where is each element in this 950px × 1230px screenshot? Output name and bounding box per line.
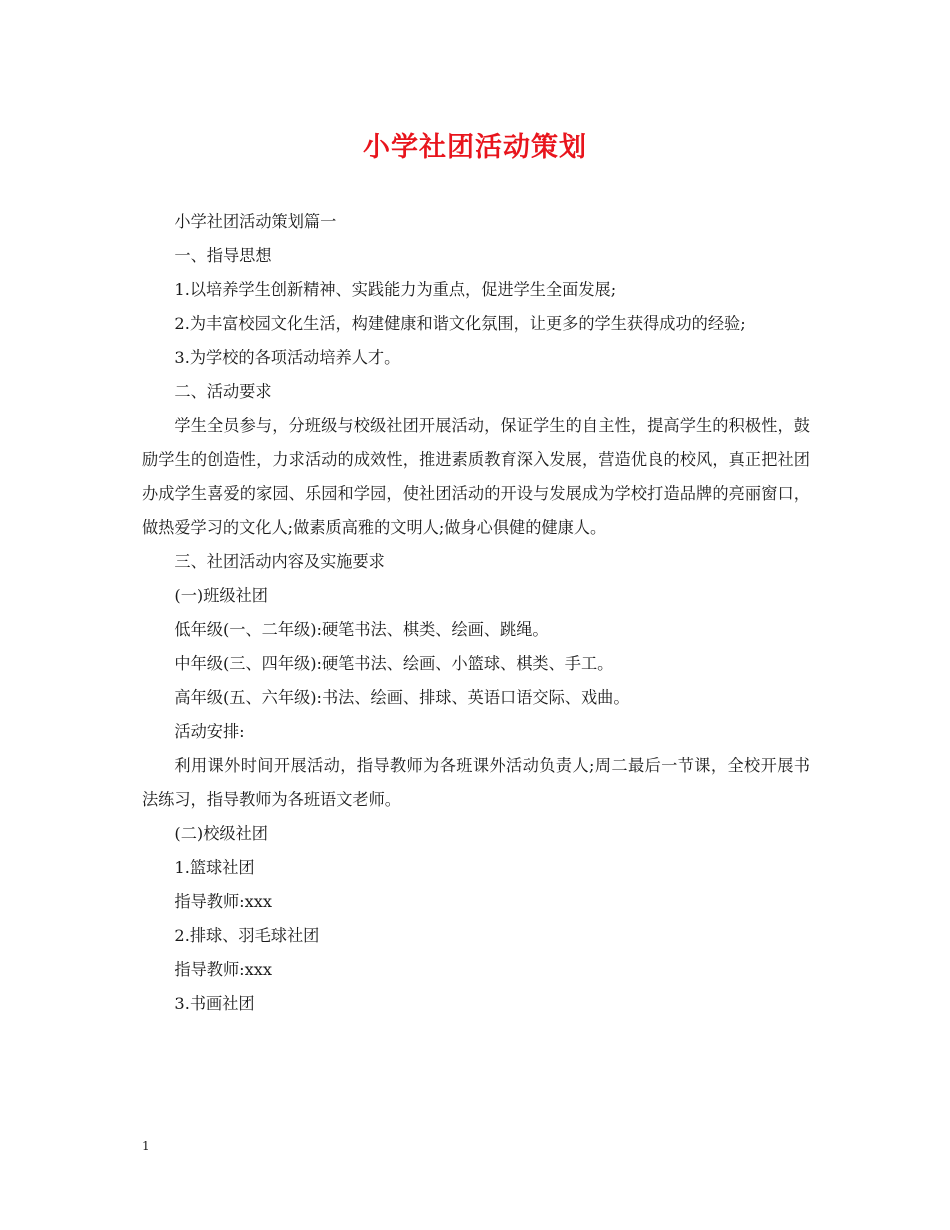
paragraph: 1.以培养学生创新精神、实践能力为重点，促进学生全面发展; (174, 280, 617, 299)
list-item: 指导教师:xxx (174, 960, 272, 979)
list-item: 指导教师:xxx (174, 892, 272, 911)
paragraph: 活动安排: (174, 722, 245, 741)
list-item: 3.书画社团 (174, 994, 255, 1013)
paragraph: 高年级(五、六年级):书法、绘画、排球、英语口语交际、戏曲。 (174, 688, 630, 707)
section-heading: 二、活动要求 (174, 382, 272, 401)
list-item: 1.篮球社团 (174, 858, 255, 877)
paragraph: 低年级(一、二年级):硬笔书法、棋类、绘画、跳绳。 (174, 620, 549, 639)
page-number: 1 (142, 1139, 150, 1153)
paragraph: 3.为学校的各项活动培养人才。 (174, 348, 401, 367)
paragraph: 利用课外时间开展活动，指导教师为各班课外活动负责人;周二最后一节课，全校开展书法练习，指导教师为各班语文老师。 (142, 756, 810, 809)
list-item: 2.排球、羽毛球社团 (174, 926, 320, 945)
page-title: 小学社团活动策划 (363, 132, 587, 163)
paragraph: 中年级(三、四年级):硬笔书法、绘画、小篮球、棋类、手工。 (174, 654, 614, 673)
section-heading: 一、指导思想 (174, 246, 272, 265)
document-body (142, 205, 810, 1021)
subsection-heading: (一)班级社团 (174, 586, 268, 605)
subsection-heading: (二)校级社团 (174, 824, 268, 843)
paragraph: 学生全员参与，分班级与校级社团开展活动，保证学生的自主性，提高学生的积极性，鼓励学生的创造性，力求活动的成效性，推进素质教育深入发展，营造优良的校风，真正把社团办成学生喜爱的家园、乐园和学园，使社团活动的开设与发展成为学校打造品牌的亮丽窗口，做热爱学习的文化人;做素质高雅的文明人;做身心俱健的健康人。 (142, 416, 810, 537)
section-heading: 小学社团活动策划篇一 (174, 212, 337, 231)
paragraph: 2.为丰富校园文化生活，构建健康和谐文化氛围，让更多的学生获得成功的经验; (174, 314, 746, 333)
section-heading: 三、社团活动内容及实施要求 (174, 552, 385, 571)
